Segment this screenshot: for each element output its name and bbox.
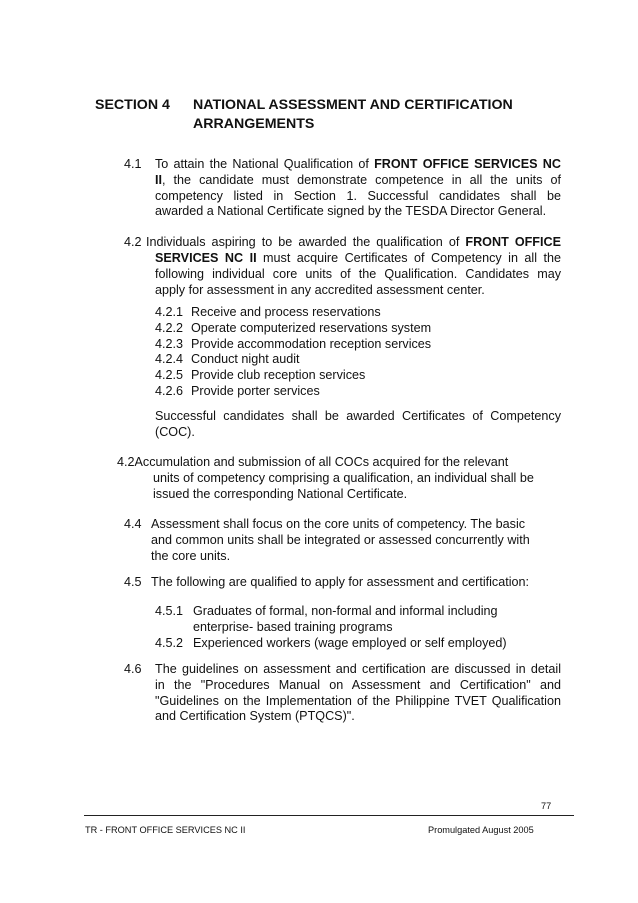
list-item-number: 4.2.3 (155, 336, 184, 351)
para-4-2-line-4: apply for assessment in any accredited assessment center. (155, 282, 485, 297)
para-4-2-number: 4.2 (124, 235, 142, 249)
para-4-1-qualification-cont: II (155, 172, 162, 187)
para-4-5-number: 4.5 (124, 575, 142, 589)
list-item-text: Provide club reception services (191, 368, 366, 383)
para-4-1 (155, 157, 561, 220)
list-item (155, 636, 555, 652)
para-4-6 (155, 662, 561, 725)
para-4-1-line-3: competency listed in Section 1. Successful candidates shall be (155, 188, 561, 203)
para-accumulation (117, 455, 567, 502)
list-item-number: 4.2.6 (155, 383, 184, 398)
para-4-6-line-3: "Guidelines on the Implementation of the Philippine TVET Qualification (155, 693, 561, 708)
qualified-list (155, 604, 555, 651)
para-4-6-line-1: The guidelines on assessment and certification are discussed in detail (155, 662, 561, 676)
coc-line-1: Successful candidates shall be awarded Certificates of Competency (155, 409, 561, 423)
list-item-text: Graduates of formal, non-formal and informal including (193, 604, 498, 618)
list-item (155, 337, 431, 353)
para-4-2-line-3: following individual core units of the Qualification. Candidates may (155, 266, 561, 281)
core-units-list (155, 305, 431, 400)
para-accumulation-line-1: 4.2Accumulation and submission of all COCs acquired for the relevant (117, 455, 509, 469)
para-4-1-qualification: FRONT OFFICE SERVICES NC (374, 157, 561, 171)
para-4-2-qualification-cont: SERVICES NC II (155, 251, 257, 265)
list-item-number: 4.2.2 (155, 320, 184, 335)
list-item-number: 4.5.1 (155, 604, 184, 618)
para-4-4-line-2: and common units shall be integrated or assessed concurrently with (151, 532, 530, 547)
list-item-number: 4.5.2 (155, 635, 184, 650)
section-label: SECTION 4 (95, 97, 170, 113)
coc-paragraph (155, 409, 561, 441)
para-4-6-number: 4.6 (124, 662, 142, 676)
list-item (155, 604, 555, 620)
para-accumulation-line-3: issued the corresponding National Certificate. (153, 486, 408, 501)
para-4-1-line-4: awarded a National Certificate signed by the TESDA Director General. (155, 204, 547, 219)
footer-right-text: Promulgated August 2005 (428, 825, 534, 835)
section-title-line-2: ARRANGEMENTS (193, 116, 315, 132)
list-item-number: 4.2.5 (155, 368, 184, 383)
list-item (155, 352, 431, 368)
list-item (155, 368, 431, 384)
para-4-4-number: 4.4 (124, 517, 142, 531)
list-item-text: Provide accommodation reception services (191, 336, 432, 351)
list-item-text: Conduct night audit (191, 352, 300, 367)
list-item (155, 305, 431, 321)
coc-line-2: (COC). (155, 424, 195, 439)
list-item-number: 4.2.4 (155, 352, 184, 367)
list-item-continuation: enterprise- based training programs (193, 619, 393, 634)
list-item (155, 384, 431, 400)
list-item-text: Experienced workers (wage employed or self employed) (193, 635, 507, 650)
section-title-line-1: NATIONAL ASSESSMENT AND CERTIFICATION (193, 97, 513, 113)
list-item-text: Receive and process reservations (191, 305, 381, 319)
para-4-2-line-2b: must acquire Certificates of Competency in all the (256, 251, 561, 265)
para-4-4-line-1: Assessment shall focus on the core units of competency. The basic (151, 517, 526, 531)
para-4-1-number: 4.1 (124, 157, 142, 171)
para-4-5-line-1: The following are qualified to apply for assessment and certification: (151, 575, 530, 589)
para-4-2-line-1a: Individuals aspiring to be awarded the qualification of (146, 235, 466, 249)
para-accumulation-line-2: units of competency comprising a qualification, an individual shall be (153, 470, 534, 485)
para-4-1-line-1a: To attain the National Qualification of (155, 157, 375, 171)
para-4-2-qualification: FRONT OFFICE (465, 235, 561, 249)
list-item-number: 4.2.1 (155, 305, 184, 319)
para-4-6-line-4: and Certification System (PTQCS)". (155, 709, 355, 724)
para-4-1-line-2b: , the candidate must demonstrate competence in all the units of (162, 172, 561, 187)
page-number: 77 (541, 801, 552, 811)
para-4-4-line-3: the core units. (151, 548, 231, 563)
list-item-text: Provide porter services (191, 383, 320, 398)
para-4-4 (151, 517, 561, 564)
footer-divider (84, 815, 574, 816)
footer-left-text: TR - FRONT OFFICE SERVICES NC II (85, 825, 246, 835)
para-4-2 (155, 251, 561, 298)
para-4-6-line-2: in the "Procedures Manual on Assessment and Certification" and (155, 677, 561, 692)
list-item (155, 321, 431, 337)
para-4-2-line-1 (146, 235, 561, 251)
list-item-text: Operate computerized reservations system (191, 320, 432, 335)
